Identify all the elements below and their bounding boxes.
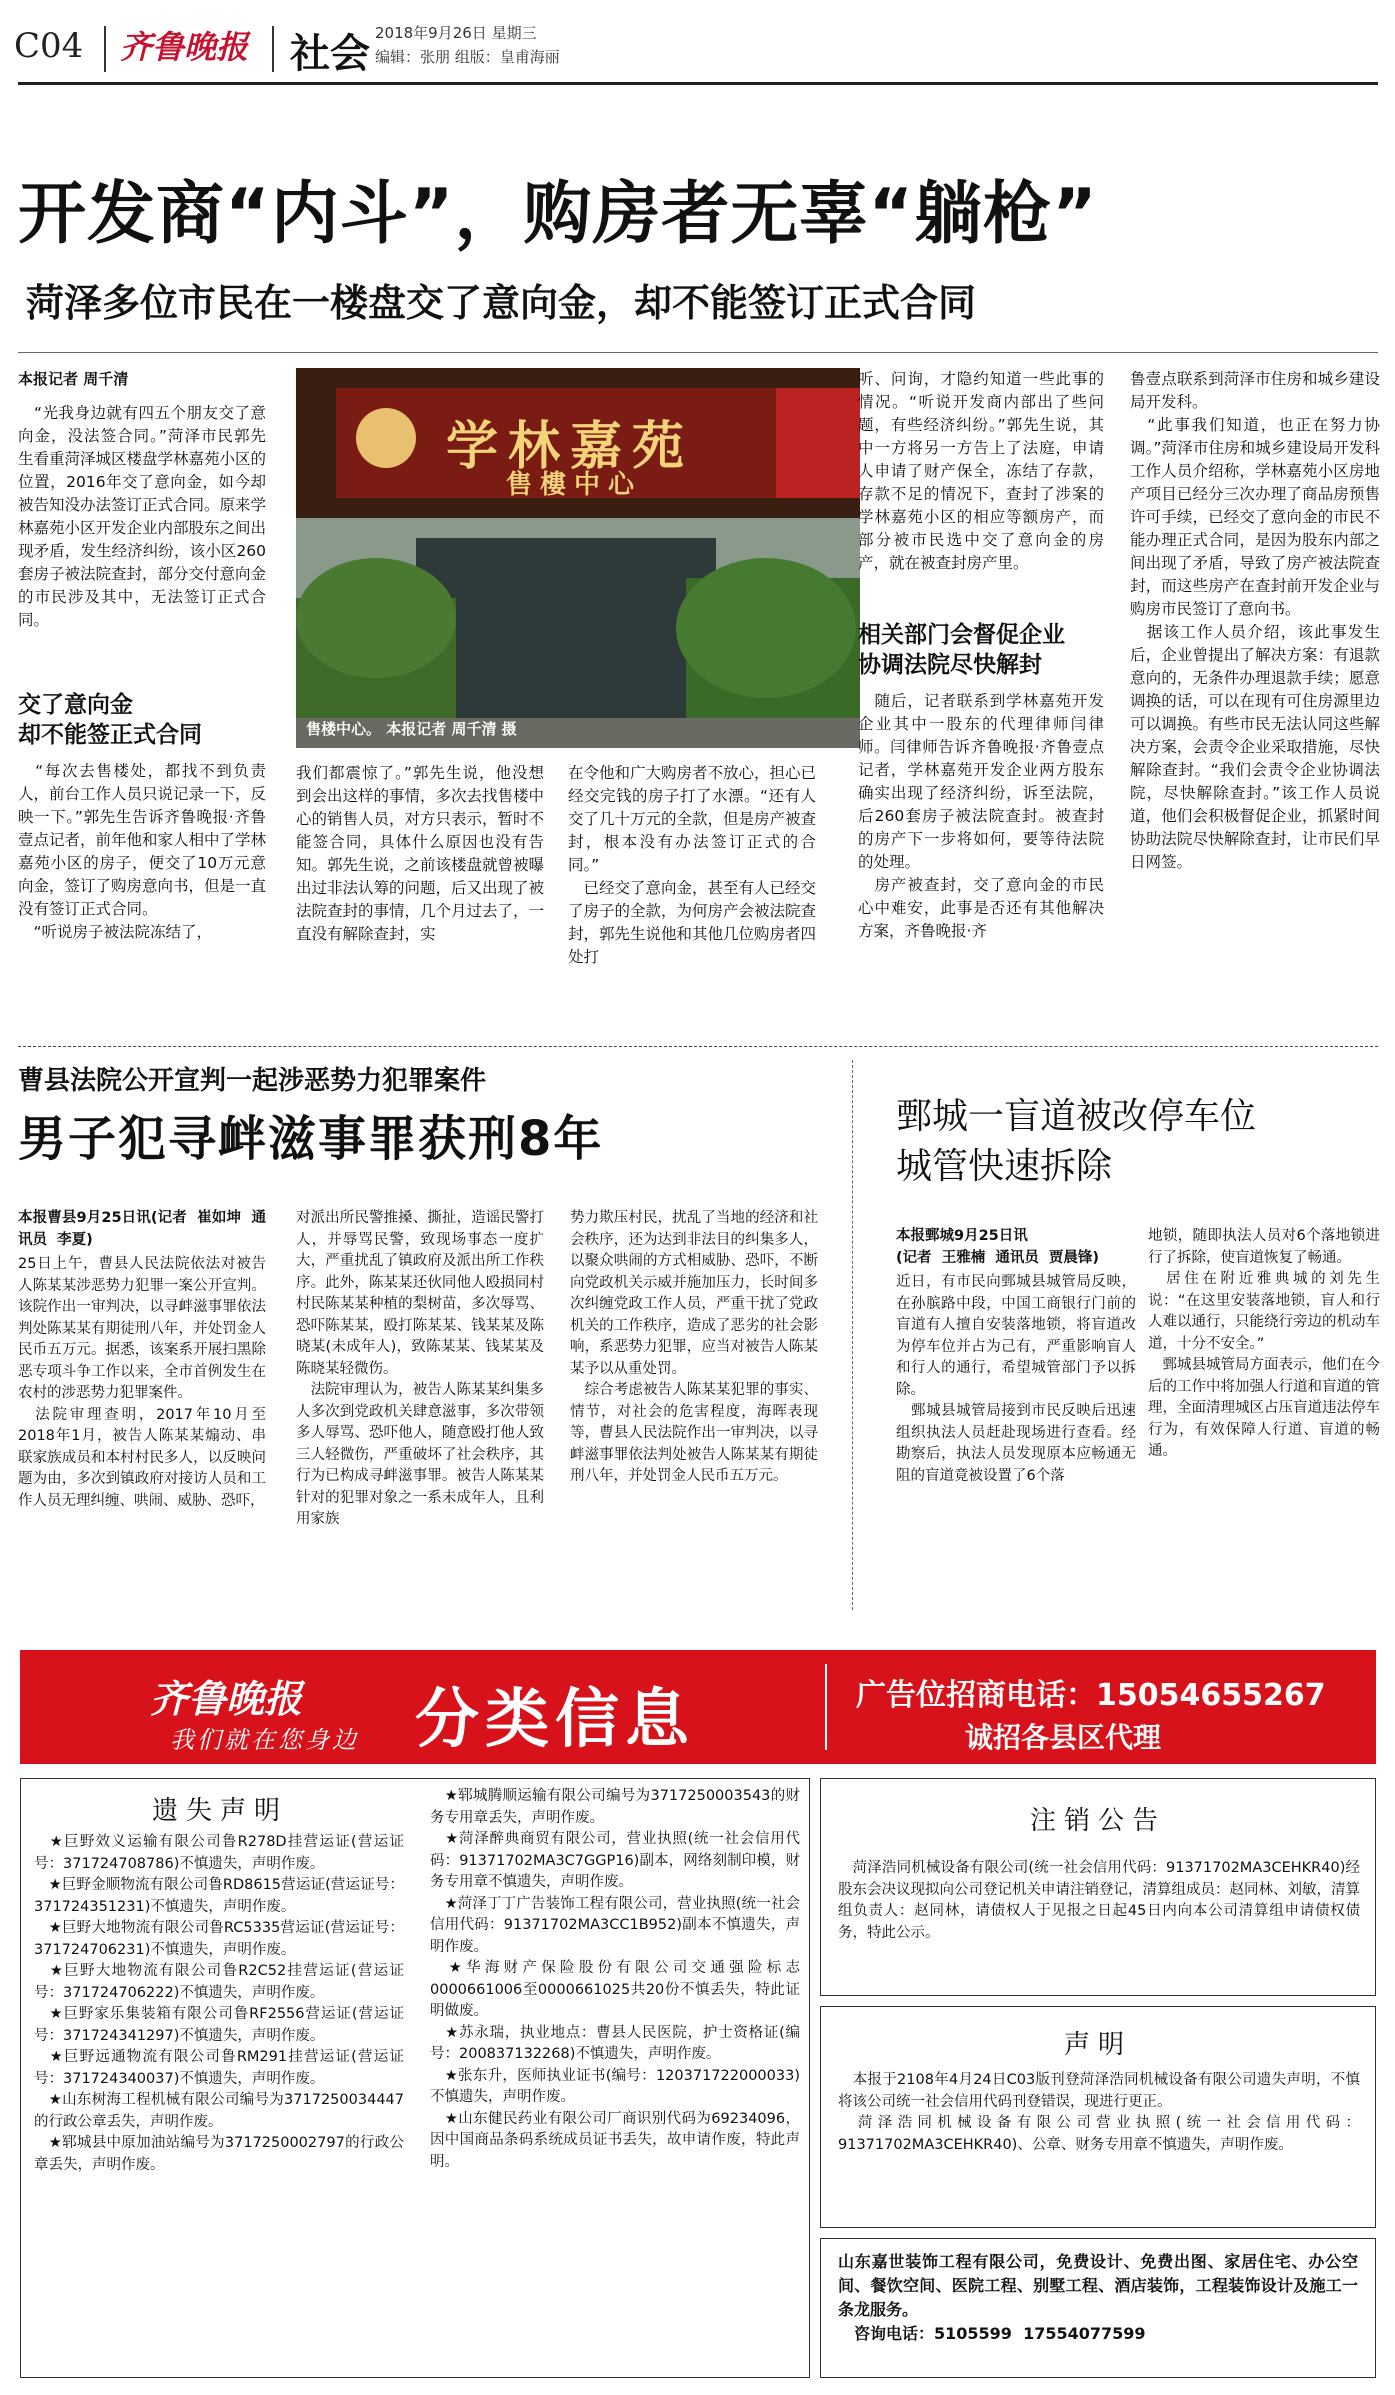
lead-subhead-1: 交了意向金 却不能签正式合同 <box>18 692 202 748</box>
ad-text: 山东嘉世装饰工程有限公司，免费设计、免费出图、家居住宅、办公空间、餐饮空间、医院工程、别墅工程、酒店装饰，工程装饰设计及施工一条龙服务。 咨询电话：5105599 17554077599 <box>838 2252 1358 2343</box>
lost-col2: ★郓城腾顺运输有限公司编号为3717250003543的财务专用章丢失，声明作废。 ★菏泽醉典商贸有限公司，营业执照(统一社会信用代码：91371702MA3C7GGP16)副本，网络刻制印模，财务专用章不慎遗失，声明作废。 ★菏泽丁丁广告装饰工程有限公司，营业执照(统一社会信用代码：91371702MA3CC1B952)副本不慎遗失，声明作废。 ★华海财产保险股份有限公司交通强险标志0000661006至0000661025共20份不慎丢失，特此证明做废。 ★苏永瑞，执业地点：曹县人民医院，护士资格证(编号：200837132268)不慎遗失，声明作废。 ★张东升，医师执业证书(编号：120371722000033)不慎遗失，声明作废。 ★山东健民药业有限公司厂商识别代码为69234096，因中国商品条码系统成员证书丢失，故申请作废，特此声明。 <box>430 1788 800 2170</box>
lead-col4a: 听、问询，才隐约知道一些此事的情况。“听说开发商内部出了些问题，有些经济纠纷。”郭先生说，其中一方将另一方告上了法庭，申请人申请了财产保全，冻结了存款，存款不足的情况下，查封了涉案的学林嘉苑小区的相应等额房产，而部分被市民选中交了意向金的房产，就在被查封房产里。 <box>858 370 1104 572</box>
juancheng-col1: 近日，有市民向鄄城县城管局反映，在孙膑路中段，中国工商银行门前的盲道有人擅自安装落地锁，将盲道改为停车位并占为己有，严重影响盲人和行人的通行，希望城管部门予以拆除。 鄄城县城管局接到市民反映后迅速组织执法人员赶赴现场进行查看。经勘察后，执法人员发现原本应畅通无阻的盲道竟被设置了6个落 <box>896 1274 1136 1484</box>
cancel-title: 注销公告 <box>1029 1806 1166 1836</box>
header-divider <box>272 26 274 72</box>
banner-agent: 诚招各县区代理 <box>965 1721 1162 1754</box>
photo-sign-sub: 售樓中心 <box>506 470 643 500</box>
court-byline: 本报曹县9月25日讯(记者 崔如坤 通讯员 李夏) <box>18 1210 266 1248</box>
banner-divider <box>825 1664 827 1750</box>
lead-byline: 本报记者 周千清 <box>18 370 129 388</box>
cancel-text: 菏泽浩同机械设备有限公司(统一社会信用代码：91371702MA3CEHKR40)经股东会决议现拟向公司登记机关申请注销登记，清算组成员：赵同林、刘敏，清算组负责人：赵同林，请债权人于见报之日起45日内向本公司清算组申请债权债务，特此公示。 <box>838 1860 1360 1941</box>
newspaper-logo: 齐鲁晚报 <box>120 28 249 66</box>
banner-phone: 广告位招商电话：15054655267 <box>856 1678 1326 1713</box>
header-rule <box>18 82 1378 85</box>
court-col1: 25日上午，曹县人民法院依法对被告人陈某某涉恶势力犯罪一案公开宣判。该院作出一审判决，以寻衅滋事罪依法判处陈某某有期徒刑八年，并处罚金人民币五万元。据悉，该案系开展扫黑除恶专项斗争工作以来，全市首例发生在农村的涉恶势力犯罪案件。 法院审理查明，2017年10月至2018年1月，被告人陈某某煽动、串联家族成员和本村村民多人，以反映问题为由，多次到镇政府对接访人员和工作人员无理纠缠、哄闹、威胁、恐吓， <box>18 1256 266 1509</box>
banner-logo: 齐鲁晚报 <box>150 1676 303 1721</box>
lead-col3: 在令他和广大购房者不放心，担心已经交完钱的房子打了水漂。“还有人交了几十万元的全款，但是房产被查封，根本没有办法签订正式的合同。” 已经交了意向金，甚至有人已经交了房子的全款，为何房产会被法院查封，郭先生说他和其他几位购房者四处打 <box>568 764 816 966</box>
banner-title: 分类信息 <box>415 1683 695 1757</box>
juancheng-byline: 本报鄄城9月25日讯 (记者 王雅楠 通讯员 贾晨锋) <box>896 1228 1100 1266</box>
juancheng-headline: 鄄城一盲道被改停车位 城管快速拆除 <box>896 1096 1257 1187</box>
photo-caption: 售楼中心。 本报记者 周千清 摄 <box>306 720 517 738</box>
lost-title: 遗失声明 <box>151 1796 288 1826</box>
banner-slogan: 我们就在您身边 <box>170 1726 359 1754</box>
lead-subheadline: 菏泽多位市民在一楼盘交了意向金，却不能签订正式合同 <box>26 281 977 325</box>
lead-col5: 鲁壹点联系到菏泽市住房和城乡建设局开发科。 “此事我们知道，也正在努力协调。”菏泽市住房和城乡建设局开发科工作人员介绍称，学林嘉苑小区房地产项目已经分三次办理了商品房预售许可手续，已经交了意向金的市民不能办理正式合同，是因为股东内部之间出现了矛盾，导致了房产被法院查封，而这些房产在查封前开发企业与购房市民签订了意向书。 据该工作人员介绍，该此事发生后，企业曾提出了解决方案：有退款意向的，无条件办理退款手续；愿意调换的话，可以在现有可住房源里边可以调换。有些市民无法认同这些解决方案，会责令企业采取措施，尽快解除查封。“我们会责令企业协调法院，尽快解除查封。”该工作人员说道，他们会积极督促企业，抓紧时间协助法院尽快解除查封，让市民们早日网签。 <box>1130 370 1380 871</box>
lead-col2: 我们都震惊了。”郭先生说，他没想到会出这样的事情，多次去找售楼中心的销售人员，对方只表示，暂时不能签合同，具体什么原因也没有告知。郭先生说，之前该楼盘就曾被曝出过非法认筹的问题，后又出现了被法院查封的事情，几个月过去了，一直没有解除查封，实 <box>296 764 544 943</box>
court-kicker: 曹县法院公开宣判一起涉恶势力犯罪案件 <box>18 1066 487 1096</box>
lead-col1b: “每次去售楼处，都找不到负责人，前台工作人员只说记录一下，反映一下。”郭先生告诉齐鲁晚报·齐鲁壹点记者，前年他和家人相中了学林嘉苑小区的房子，便交了10万元意向金，签订了购房意向书，但是一直没有签订正式合同。 “听说房子被法院冻结了， <box>18 762 266 941</box>
lead-subhead-2: 相关部门会督促企业 协调法院尽快解封 <box>858 622 1065 678</box>
court-col3: 势力欺压村民，扰乱了当地的经济和社会秩序，还为达到非法目的纠集多人，以聚众哄闹的方式相威胁、恐吓，不断向党政机关示威并施加压力，长时间多次纠缠党政工作人员，严重干扰了党政机关的工作秩序，造成了恶劣的社会影响，系恶势力犯罪，应当对被告人陈某某予以从重处罚。 综合考虑被告人陈某某犯罪的事实、情节，对社会的危害程度，海晖表现等，曹县人民法院作出一审判决，以寻衅滋事罪依法判处被告人陈某某有期徒刑八年，并处罚金人民币五万元。 <box>570 1210 818 1484</box>
column-divider <box>852 1060 853 1610</box>
issue-date: 2018年9月26日 星期三 <box>375 24 537 42</box>
lead-headline: 开发商“内斗”，购房者无辜“躺枪” <box>18 175 1098 254</box>
declaration-title: 声明 <box>1063 2030 1132 2060</box>
lead-col4b: 随后，记者联系到学林嘉苑开发企业其中一股东的代理律师闫律师。闫律师告诉齐鲁晚报·齐鲁壹点记者，学林嘉苑开发企业两方股东确实出现了经济纠纷，诉至法院，后260套房子被法院查封。被查封的房产下一步将如何，要等待法院的处理。 房产被查封，交了意向金的市民心中难安，此事是否还有其他解决方案，齐鲁晚报·齐 <box>858 692 1104 940</box>
juancheng-col2: 地锁，随即执法人员对6个落地锁进行了拆除，使盲道恢复了畅通。 居住在附近雅典城的刘先生说：“在这里安装落地锁，盲人和行人难以通行，只能绕行旁边的机动车道，十分不安全。” 鄄城县城管局方面表示，他们在今后的工作中将加强人行道和盲道的管理，全面清理城区占压盲道违法停车行为，有效保障人行道、盲道的畅通。 <box>1148 1228 1380 1459</box>
page-number: C04 <box>14 26 84 66</box>
court-headline: 男子犯寻衅滋事罪获刑8年 <box>18 1111 604 1167</box>
photo-sign-main: 学林嘉苑 <box>446 416 695 477</box>
classified-banner <box>20 1650 1376 1764</box>
editor-credits: 编辑：张朋 组版：皇甫海丽 <box>375 48 560 66</box>
header-divider <box>104 26 106 72</box>
lost-col1: ★巨野效义运输有限公司鲁R278D挂营运证(营运证号：371724708786)不慎遗失，声明作废。 ★巨野金顺物流有限公司鲁RD8615营运证(营运证号：371724351231)不慎遗失，声明作废。 ★巨野大地物流有限公司鲁RC5335营运证(营运证号：371724706231)不慎遗失，声明作废。 ★巨野大地物流有限公司鲁R2C52挂营运证(营运证号：371724706222)不慎遗失，声明作废。 ★巨野家乐集装箱有限公司鲁RF2556营运证(营运证号：371724341297)不慎遗失，声明作废。 ★巨野远通物流有限公司鲁RM291挂营运证(营运证号：371724340037)不慎遗失，声明作废。 ★山东树海工程机械有限公司编号为3717250034447的行政公章丢失，声明作废。 ★郓城县中原加油站编号为3717250002797的行政公章丢失，声明作废。 <box>34 1834 404 2173</box>
court-col2: 对派出所民警推搡、撕扯，造谣民警打人，并辱骂民警，致现场事态一度扩大，严重扰乱了镇政府及派出所工作秩序。此外，陈某某还伙同他人殴损同村村民陈某某种植的梨树苗，多次辱骂、恐吓陈某某，殴打陈某某、钱某某及陈晓某(未成年人)，致陈某某、钱某某及陈晓某轻微伤。 法院审理认为，被告人陈某某纠集多人多次到党政机关肆意滋事，多次带领多人辱骂、恐吓他人，随意殴打他人致三人轻微伤，严重破坏了社会秩序，其行为已构成寻衅滋事罪。被告人陈某某针对的犯罪对象之一系未成年人，且利用家族 <box>296 1210 544 1527</box>
lead-col1a: “光我身边就有四五个朋友交了意向金，没法签合同。”菏泽市民郭先生看重菏泽城区楼盘学林嘉苑小区的位置，2016年交了意向金，如今却被告知没办法签订正式合同。原来学林嘉苑小区开发企业内部股东之间出现矛盾，发生经济纠纷，该小区260套房子被法院查封，部分交付意向金的市民涉及其中，无法签订正式合同。 <box>18 404 266 629</box>
section-separator <box>18 1046 1378 1047</box>
lead-rule <box>18 352 1378 353</box>
declaration-text: 本报于2108年4月24日C03版刊登菏泽浩同机械设备有限公司遗失声明，不慎将该公司统一社会信用代码刊登错误，现进行更正。 菏泽浩同机械设备有限公司营业执照(统一社会信用代码：91371702MA3CEHKR40)、公章、财务专用章不慎遗失，声明作废。 <box>838 2072 1360 2153</box>
section-name: 社会 <box>290 31 370 77</box>
sales-center-photo <box>296 368 860 748</box>
